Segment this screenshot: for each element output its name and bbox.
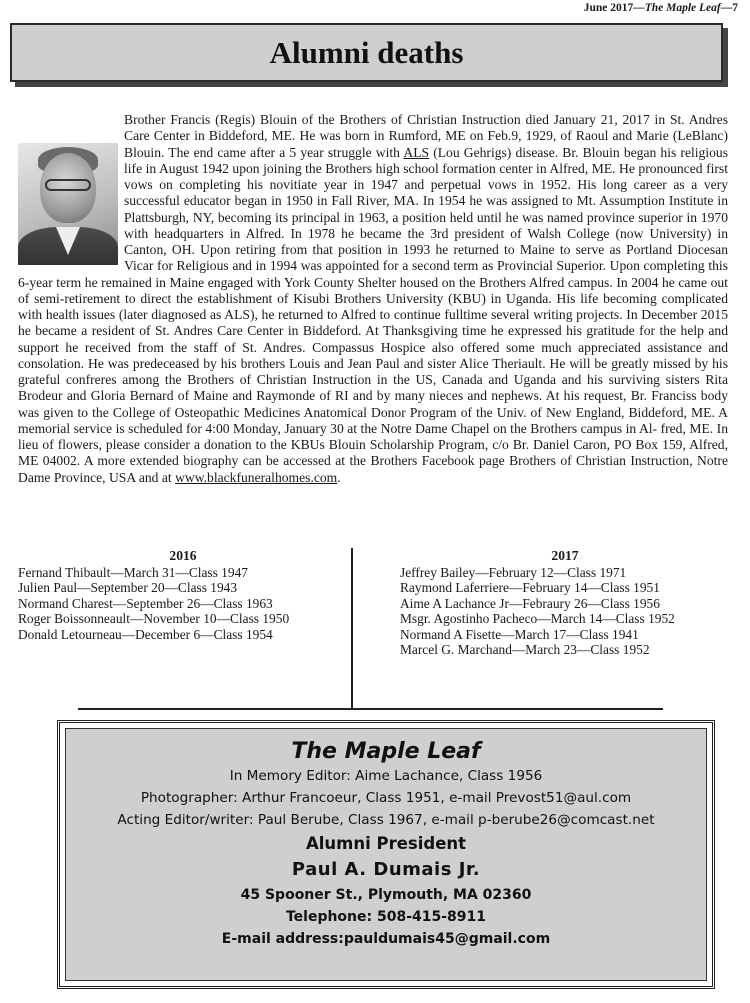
header-date: June 2017	[583, 2, 634, 14]
obituary-article	[18, 112, 728, 486]
obituary-text-end: .	[337, 469, 341, 485]
year-heading-2016: 2016	[169, 548, 197, 563]
deaths-2017-column	[400, 548, 730, 658]
section-divider	[78, 708, 663, 710]
obituary-text-2: (Lou Gehrigs) disease. Br. Blouin began his religious life in August 1942 upon joining the Brothers high school formation center in Alfred, ME. He pronounced first vows on completing his novitiate year in 1947 and perpetual vows in 1952. His long career as a very successful educator began in 1950 in Fall River, MA. In 1954 he was assigned to Mt. Assumption Institute in Plattsburgh, NY, becoming its principal in 1963, a position held until he was named province superior in 1970 with headquarters in Alfred. In 1978 he became the 3rd president of Walsh College (now University) in Canton, OH. Upon retiring from that position in 1993 he returned to Maine to serve as Portland Diocesan Vicar for Religious and in 1994 was appointed for a second term as Provincial Superior. Upon completing this 6-year term he remained in Maine engaged with York County Shelter housed on the Brothers Alfred campus. In 2004 he came out of semi-retirement to direct the establishment of Kisubi Brothers University (KBU) in Uganda. His life becoming complicated with health issues (later diagnosed as ALS), he returned to Alfred to continue fulltime several writing projects. In December 2015 he became a resident of St. Andres Care Center in Biddeford. At Thanksgiving time he expressed his gratitude for the help and support he received from the staff of St. Andres. Compassus Hospice also offered some much appreciated assistance and consolation. He was predeceased by his brothers Louis and Jean Paul and sister Alice Theriault. He will be greatly missed by his grateful confreres among the Brothers of Christian Instruction in the US, Canada and Uganda and his surviving sisters Rita Brodeur and Gloria Bernard of Maine and Raymonde of RI and by many nieces and nephews. At his request, Br. Franciss body was given to the College of Osteopathic Medicines Anatomical Donor Program of the Univ. of New England, Biddeford, ME. A memorial service is scheduled for 4:00 Monday, January 30 at the Notre Dame Chapel on the Brothers campus in Al- fred, ME. In lieu of flowers, please consider a donation to the KBUs Blouin Scholarship Program, c/o Br. Daniel Caron, PO Box 159, Alfred, ME 04002. A more extended biography can be accessed at the Brothers Facebook page Brothers of Christian Instruction, Notre Dame Province, USA and at	[18, 144, 728, 485]
masthead-box	[57, 720, 715, 989]
president-email[interactable]: E-mail address:pauldumais45@gmail.com	[221, 931, 551, 947]
masthead-title: The Maple Leaf	[291, 739, 481, 764]
death-entry: Normand A Fisette—March 17—Class 1941	[400, 626, 639, 642]
page-header	[584, 2, 738, 14]
acting-editor-line: Acting Editor/writer: Paul Berube, Class 1967, e-mail p-berube26@comcast.net	[117, 812, 655, 828]
section-title: Alumni deaths	[269, 35, 464, 70]
death-entry: Julien Paul—September 20—Class 1943	[18, 580, 238, 595]
death-entry: Raymond Laferriere—February 14—Class 1951	[400, 580, 660, 595]
death-entry: Donald Letourneau—December 6—Class 1954	[18, 626, 273, 642]
deaths-by-year	[18, 548, 730, 710]
column-divider	[351, 548, 353, 709]
als-link[interactable]: ALS	[403, 144, 430, 160]
header-page: —7	[720, 2, 738, 14]
president-telephone: Telephone: 508-415-8911	[285, 909, 487, 925]
obituary-text-1: Brother Francis (Regis) Blouin of the Brothers of Christian Instruction died January 21, 2017 in St. Andres Care Center in Biddeford, ME. He was born in Rumford, ME on Feb.9, 1929, of Raoul and Marie (LeBlanc) Blouin. The end came after a 5 year struggle with	[124, 112, 728, 160]
portrait-photo	[18, 143, 118, 265]
death-entry: Aime A Lachance Jr—Febraury 26—Class 1956	[400, 595, 660, 611]
president-address: 45 Spooner St., Plymouth, MA 02360	[240, 887, 532, 903]
death-entry: Roger Boissonneault—November 10—Class 1950	[18, 611, 290, 626]
death-entry: Msgr. Agostinho Pacheco—March 14—Class 1952	[400, 611, 675, 626]
president-heading: Alumni President	[305, 834, 467, 853]
year-heading-2017: 2017	[551, 548, 579, 563]
header-publication: The Maple Leaf	[644, 2, 721, 14]
president-name: Paul A. Dumais Jr.	[291, 859, 481, 880]
funeral-website-link[interactable]: www.blackfuneralhomes.com	[175, 469, 338, 485]
portrait-glasses	[45, 179, 91, 191]
header-dash: —	[633, 2, 645, 14]
death-entry: Fernand Thibault—March 31—Class 1947	[18, 564, 248, 580]
deaths-2016-column	[18, 548, 348, 642]
photographer-line: Photographer: Arthur Francoeur, Class 1951, e-mail Prevost51@aul.com	[140, 790, 632, 806]
death-entry: Normand Charest—September 26—Class 1963	[18, 595, 273, 611]
death-entry: Marcel G. Marchand—March 23—Class 1952	[400, 642, 650, 657]
death-entry: Jeffrey Bailey—February 12—Class 1971	[400, 564, 627, 580]
memory-editor-line: In Memory Editor: Aime Lachance, Class 1956	[229, 768, 543, 784]
masthead-content	[65, 728, 707, 981]
section-title-box	[10, 23, 723, 82]
